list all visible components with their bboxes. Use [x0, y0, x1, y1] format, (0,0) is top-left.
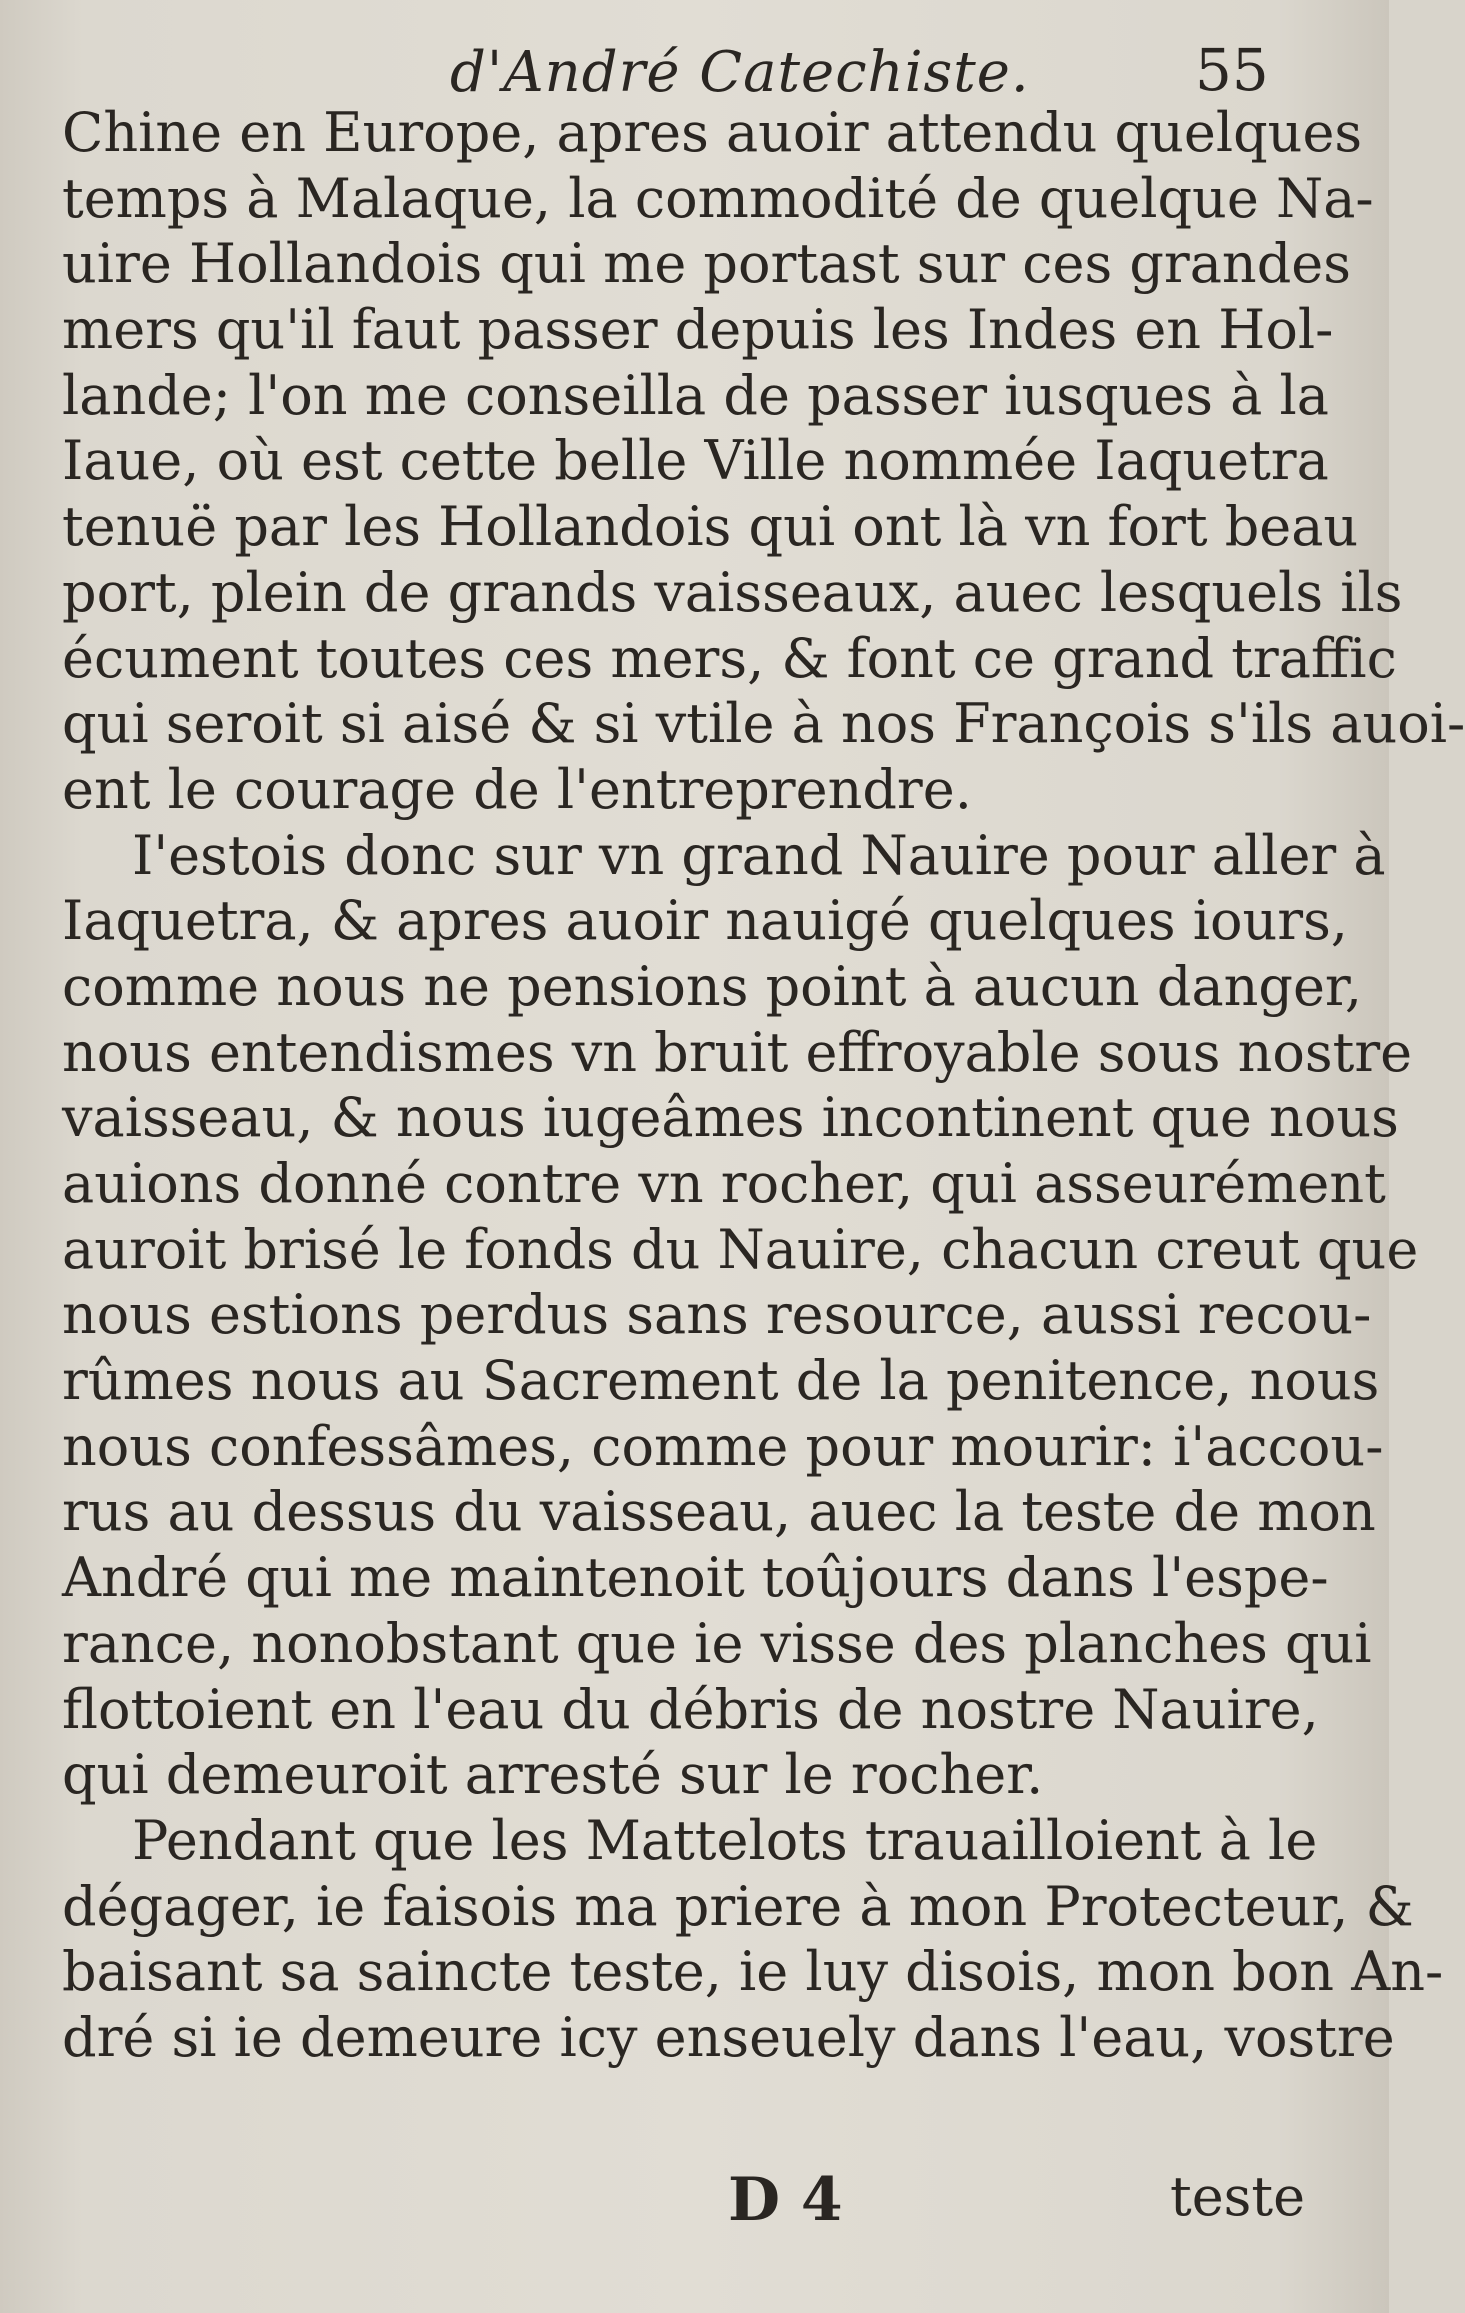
text-line: rûmes nous au Sacrement de la penitence, nous: [62, 1349, 1380, 1413]
body-text: [62, 100, 1465, 2071]
text-line: Iaquetra, & apres auoir nauigé quelques iours,: [62, 889, 1348, 953]
text-line: I'estois donc sur vn grand Nauire pour aller à: [132, 823, 1386, 887]
page-number: 55: [1195, 36, 1269, 104]
signature-mark: D 4: [728, 2165, 843, 2235]
text-line: nous entendismes vn bruit effroyable sous nostre: [62, 1020, 1413, 1084]
text-line: rance, nonobstant que ie visse des planches qui: [62, 1611, 1372, 1675]
text-line: uire Hollandois qui me portast sur ces grandes: [62, 232, 1351, 296]
text-line: nous estions perdus sans resource, aussi recou-: [62, 1283, 1372, 1347]
text-line: baisant sa saincte teste, ie luy disois, mon bon An-: [62, 1940, 1444, 2004]
text-line: temps à Malaque, la commodité de quelque Na-: [62, 166, 1374, 230]
text-line: lande; l'on me conseilla de passer iusques à la: [62, 363, 1329, 427]
text-line: tenuë par les Hollandois qui ont là vn fort beau: [62, 495, 1359, 559]
text-line: dré si ie demeure icy enseuely dans l'eau, vostre: [62, 2005, 1395, 2069]
text-line: flottoient en l'eau du débris de nostre Nauire,: [62, 1677, 1319, 1741]
text-line: Pendant que les Mattelots trauailloient à le: [132, 1808, 1318, 1872]
page-header: [60, 18, 1269, 105]
text-line: ent le courage de l'entreprendre.: [62, 757, 972, 821]
text-line: auroit brisé le fonds du Nauire, chacun creut que: [62, 1217, 1419, 1281]
text-line: nous confessâmes, comme pour mourir: i'accou-: [62, 1414, 1384, 1478]
text-line: dégager, ie faisois ma priere à mon Protecteur, &: [62, 1874, 1414, 1938]
text-line: Iaue, où est cette belle Ville nommée Iaquetra: [62, 429, 1329, 493]
text-line: qui demeuroit arresté sur le rocher.: [62, 1743, 1044, 1807]
page-footer: [60, 2165, 1306, 2245]
text-line: comme nous ne pensions point à aucun danger,: [62, 954, 1362, 1018]
catchword: teste: [1170, 2165, 1306, 2228]
running-title: d'André Catechiste.: [450, 40, 1030, 105]
text-line: auions donné contre vn rocher, qui asseurément: [62, 1152, 1386, 1215]
text-line: qui seroit si aisé & si vtile à nos François s'ils auoi-: [62, 692, 1465, 756]
text-line: Chine en Europe, apres auoir attendu quelques: [62, 101, 1363, 164]
text-line: mers qu'il faut passer depuis les Indes en Hol-: [62, 298, 1334, 362]
text-line: André qui me maintenoit toûjours dans l'espe-: [62, 1546, 1329, 1610]
text-line: vaisseau, & nous iugeâmes incontinent que nous: [62, 1086, 1399, 1150]
text-line: écument toutes ces mers, & font ce grand traffic: [62, 626, 1397, 690]
text-line: port, plein de grands vaisseaux, auec lesquels ils: [62, 560, 1403, 624]
text-line: rus au dessus du vaisseau, auec la teste de mon: [62, 1480, 1376, 1544]
